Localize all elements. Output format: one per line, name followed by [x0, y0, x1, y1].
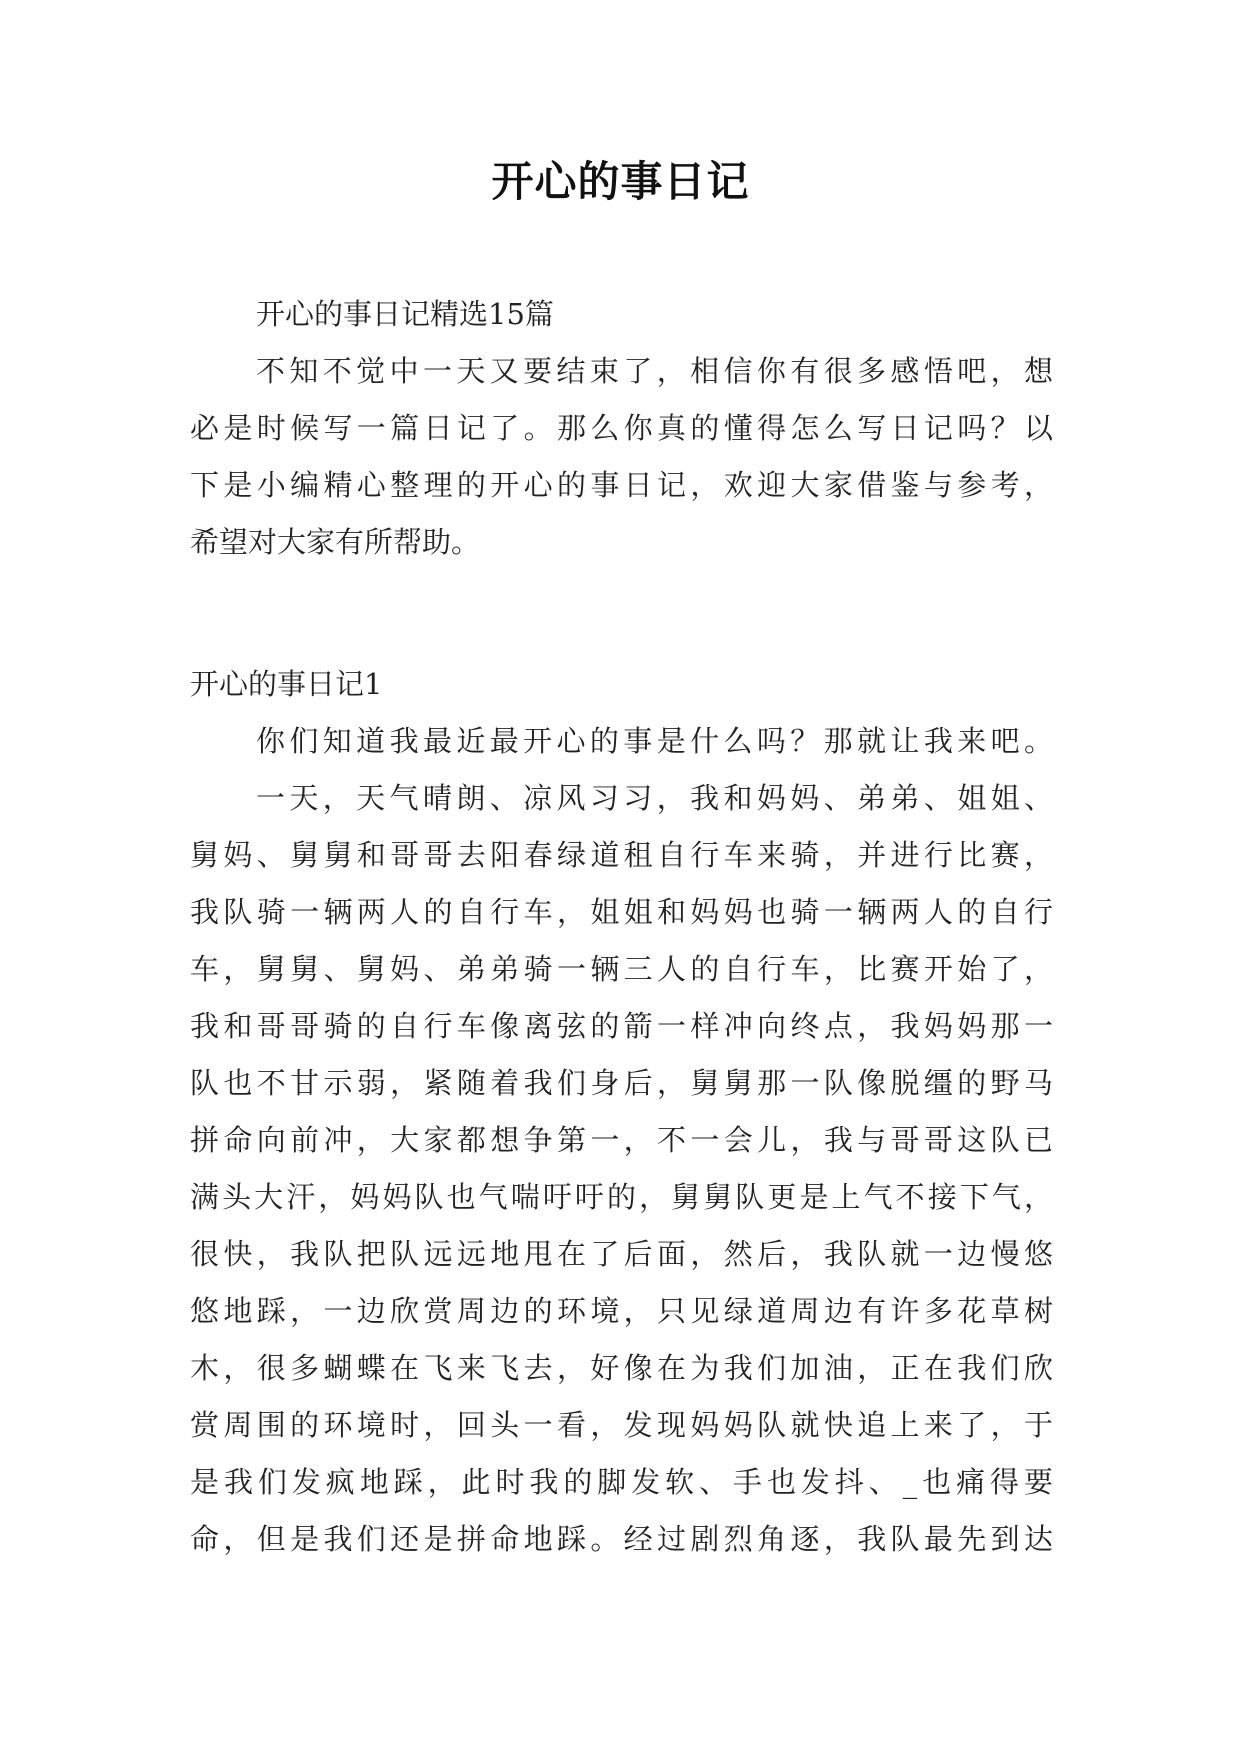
intro-line: 必是时候写一篇日记了。那么你真的懂得怎么写日记吗？以: [190, 411, 1053, 445]
section-line: 队也不甘示弱，紧随着我们身后，舅舅那一队像脱缰的野马: [190, 1066, 1053, 1100]
section-line: 我队骑一辆两人的自行车，姐姐和妈妈也骑一辆两人的自行: [190, 895, 1053, 929]
section-heading: 开心的事日记1: [190, 667, 383, 701]
section-line: 满头大汗，妈妈队也气喘吁吁的，舅舅队更是上气不接下气，: [190, 1180, 1053, 1214]
section-line: 赏周围的环境时，回头一看，发现妈妈队就快追上来了，于: [190, 1408, 1053, 1442]
intro-line: 不知不觉中一天又要结束了，相信你有很多感悟吧，想: [256, 354, 1053, 388]
document-title: 开心的事日记: [491, 157, 750, 206]
intro-line: 希望对大家有所帮助。: [190, 525, 481, 559]
paragraph-gap: [190, 571, 1053, 656]
section-line: 你们知道我最近最开心的事是什么吗？那就让我来吧。: [256, 724, 1053, 758]
section-line: 我和哥哥骑的自行车像离弦的箭一样冲向终点，我妈妈那一: [190, 1009, 1053, 1043]
section-line: 舅妈、舅舅和哥哥去阳春绿道租自行车来骑，并进行比赛，: [190, 838, 1053, 872]
section-line: 一天，天气晴朗、凉风习习，我和妈妈、弟弟、姐姐、: [256, 781, 1053, 815]
section-line: 车，舅舅、舅妈、弟弟骑一辆三人的自行车，比赛开始了，: [190, 952, 1053, 986]
subtitle-line: 开心的事日记精选15篇: [256, 297, 554, 331]
section-line: 悠地踩，一边欣赏周边的环境，只见绿道周边有许多花草树: [190, 1294, 1053, 1328]
section-line: 是我们发疯地踩，此时我的脚发软、手也发抖、_也痛得要: [190, 1465, 1053, 1499]
section-line: 拼命向前冲，大家都想争第一，不一会儿，我与哥哥这队已: [190, 1123, 1053, 1157]
section-line: 很快，我队把队远远地甩在了后面，然后，我队就一边慢悠: [190, 1237, 1053, 1271]
intro-line: 下是小编精心整理的开心的事日记，欢迎大家借鉴与参考，: [190, 468, 1053, 502]
document-body: [190, 286, 1053, 1568]
section-line: 木，很多蝴蝶在飞来飞去，好像在为我们加油，正在我们欣: [190, 1351, 1053, 1385]
section-line: 命，但是我们还是拼命地踩。经过剧烈角逐，我队最先到达: [190, 1522, 1053, 1556]
